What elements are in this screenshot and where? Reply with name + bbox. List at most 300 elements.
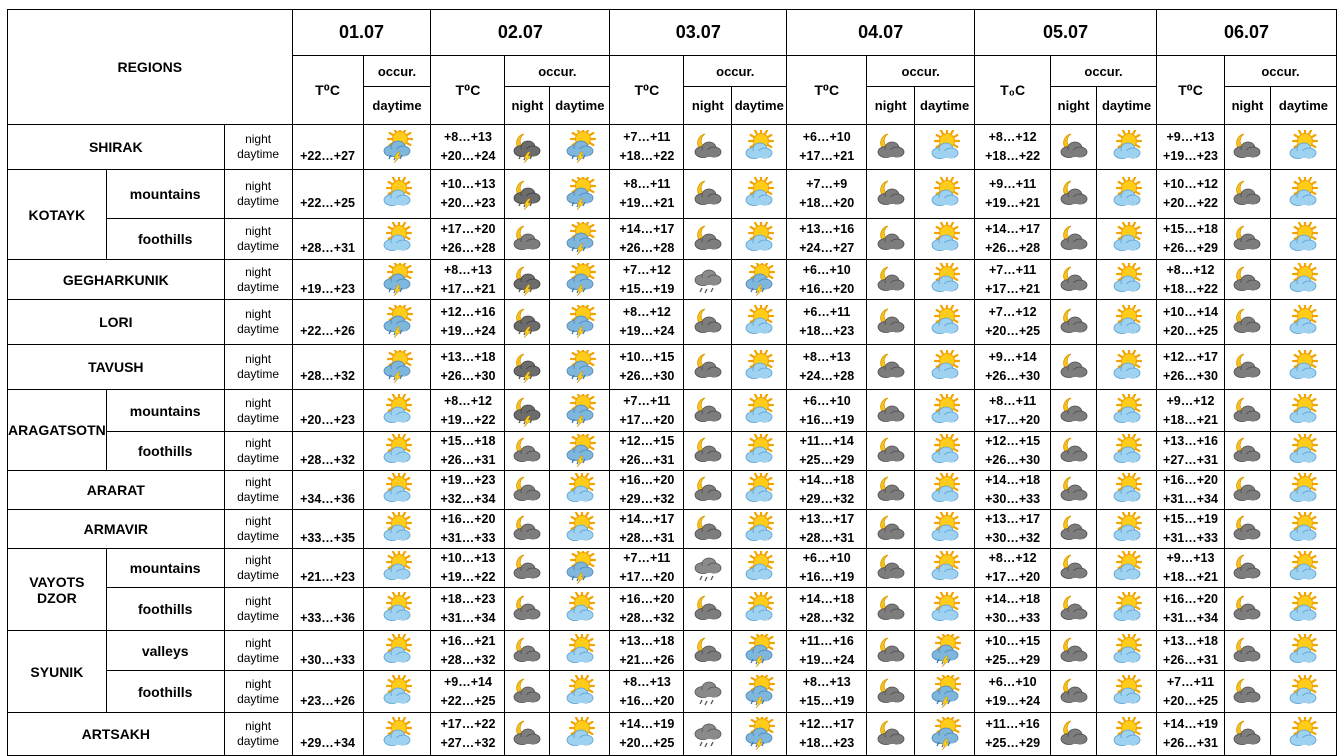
daytime-temperature: +31…+34 [1163,492,1218,506]
night-temperature: +10…+13 [440,177,496,191]
thunderstorm-icon [564,222,596,256]
daytime-weather-cell [1097,300,1157,345]
daytime-weather-cell [915,549,975,588]
daytime-temperature: +20…+25 [1163,693,1218,708]
sun-cloud-icon [1111,434,1143,468]
thunderstorm-icon [381,263,413,297]
sun-cloud-icon [381,675,413,709]
daytime-weather-cell [1097,588,1157,631]
thunderstorm-icon [564,551,596,585]
daytime-temperature: +19…+22 [440,570,496,584]
daytime-header: daytime [732,87,787,125]
night-weather-cell [505,631,550,671]
temperature-range [431,713,505,756]
temperature-range [431,170,505,219]
daytime-weather-cell [732,300,787,345]
night-temperature: +12…+16 [440,305,496,319]
temperature-range [610,432,684,471]
weather-cell [363,260,431,300]
night-weather-cell [867,219,915,260]
night-temperature: +8…+13 [802,350,851,364]
night-weather-cell [1051,713,1097,756]
table-row [8,125,1337,170]
night-weather-cell [1051,170,1097,219]
night-weather-cell [505,471,550,510]
sun-cloud-icon [743,473,775,507]
daytime-weather-cell [915,713,975,756]
night-temperature: +8…+13 [802,674,851,689]
daytime-temperature: +19…+23 [1163,149,1218,163]
night-weather-cell [505,345,550,390]
night-weather-cell [1224,390,1270,432]
night-weather-cell [505,219,550,260]
sun-cloud-icon [1111,177,1143,211]
temperature-range [610,671,684,713]
daytime-temperature: +25…+29 [799,453,855,467]
temperature-range [610,390,684,432]
daytime-weather-cell [550,125,610,170]
night-thunderstorm-icon [511,177,543,211]
temperature-range [787,170,867,219]
temperature-range [975,471,1051,510]
night-header: night [867,87,915,125]
daytime-temperature: +18…+23 [799,736,855,750]
night-temperature: +6…+11 [803,305,851,319]
temperature-day: +33…+35 [292,510,363,549]
temperature-range [431,549,505,588]
daytime-temperature: +19…+22 [440,412,496,427]
period-labels [224,471,292,510]
moon-cloud-icon [511,592,543,626]
night-label: night [245,436,272,450]
sun-cloud-icon [381,717,413,751]
night-weather-cell [1051,390,1097,432]
temperature-range [610,588,684,631]
daytime-temperature: +30…+32 [985,531,1041,545]
night-weather-cell [505,549,550,588]
daytime-temperature: +20…+25 [985,324,1041,338]
night-temperature: +16…+20 [1163,473,1218,487]
table-row [8,631,1337,671]
daytime-temperature: +17…+20 [619,570,675,584]
night-temperature: +14…+17 [619,512,675,526]
night-weather-cell [867,671,915,713]
daytime-header: daytime [915,87,975,125]
table-row [8,671,1337,713]
night-weather-cell [684,510,732,549]
daytime-header: daytime [1097,87,1157,125]
temperature-range [431,471,505,510]
daytime-label: daytime [237,322,280,336]
night-temperature: +11…+16 [985,717,1040,731]
daytime-temperature: +20…+22 [1163,196,1218,210]
daytime-temperature: +16…+19 [799,570,855,584]
temperature-range [1157,588,1225,631]
date-header-5: 05.07 [975,10,1157,56]
daytime-weather-cell [915,260,975,300]
night-weather-cell [684,125,732,170]
temperature-range [787,471,867,510]
daytime-temperature: +28…+32 [799,611,855,625]
night-temperature: +7…+9 [806,177,848,191]
moon-cloud-icon [1231,717,1263,751]
thunderstorm-icon [564,394,596,428]
daytime-label: daytime [237,147,280,161]
moon-cloud-icon [1231,305,1263,339]
night-thunderstorm-icon [511,263,543,297]
daytime-weather-cell [915,300,975,345]
daytime-weather-cell [550,631,610,671]
rain-cloud-icon [692,551,724,585]
night-weather-cell [1224,219,1270,260]
daytime-temperature: +31…+33 [1163,531,1218,545]
night-header: night [505,87,550,125]
sun-cloud-icon [929,592,961,626]
daytime-label: daytime [237,568,280,582]
night-weather-cell [1051,432,1097,471]
night-temperature: +12…+15 [619,434,675,448]
night-weather-cell [1051,671,1097,713]
daytime-temperature: +26…+28 [440,241,496,255]
subregion-name: foothills [106,219,224,260]
daytime-temperature: +26…+29 [1163,241,1218,255]
subregion-name: foothills [106,671,224,713]
moon-cloud-icon [692,473,724,507]
night-weather-cell [1051,300,1097,345]
sun-cloud-icon [564,717,596,751]
daytime-temperature: +27…+31 [1163,453,1218,467]
night-temperature: +18…+23 [440,592,496,606]
moon-cloud-icon [1058,675,1090,709]
sun-cloud-icon [1287,675,1319,709]
night-temperature: +7…+11 [988,262,1037,277]
temperature-range [787,549,867,588]
temperature-day: +20…+23 [292,390,363,432]
night-temperature: +14…+18 [985,473,1041,487]
daytime-weather-cell [732,631,787,671]
temperature-range [787,631,867,671]
temperature-range [610,300,684,345]
daytime-weather-cell [1270,671,1336,713]
moon-cloud-icon [1058,394,1090,428]
night-thunderstorm-icon [511,394,543,428]
daytime-weather-cell [550,432,610,471]
period-labels [224,390,292,432]
night-weather-cell [1224,471,1270,510]
night-temperature: +8…+12 [443,393,492,408]
temperature-range [431,671,505,713]
daytime-temperature: +26…+30 [985,453,1041,467]
temperature-range [610,260,684,300]
night-label: night [245,514,272,528]
daytime-weather-cell [915,631,975,671]
sun-cloud-icon [743,434,775,468]
daytime-temperature: +29…+32 [799,492,855,506]
daytime-temperature: +26…+30 [440,369,496,383]
temperature-range [975,588,1051,631]
temperature-range [787,671,867,713]
daytime-weather-cell [550,588,610,631]
thunderstorm-icon [564,434,596,468]
sun-cloud-icon [381,592,413,626]
moon-cloud-icon [1058,551,1090,585]
night-temperature: +6…+10 [802,262,851,277]
temperature-range [1157,219,1225,260]
daytime-temperature: +16…+20 [619,693,675,708]
temperature-range [1157,549,1225,588]
night-temperature: +15…+18 [1163,222,1218,236]
sun-cloud-icon [564,592,596,626]
daytime-weather-cell [550,471,610,510]
night-label: night [245,395,272,410]
temperature-range [431,432,505,471]
moon-cloud-icon [1231,263,1263,297]
night-weather-cell [867,300,915,345]
daytime-weather-cell [1270,471,1336,510]
daytime-weather-cell [1270,260,1336,300]
temperature-range [975,300,1051,345]
date-header-1: 01.07 [292,10,431,56]
moon-cloud-icon [875,222,907,256]
sun-cloud-icon [1111,263,1143,297]
night-temperature: +8…+13 [622,674,671,689]
sun-cloud-icon [381,512,413,546]
subregion-name: mountains [106,170,224,219]
night-weather-cell [505,713,550,756]
moon-cloud-icon [875,473,907,507]
daytime-weather-cell [732,432,787,471]
temperature-range [975,432,1051,471]
night-weather-cell [684,260,732,300]
temperature-range [610,125,684,170]
night-weather-cell [867,260,915,300]
sun-cloud-icon [381,222,413,256]
daytime-label: daytime [237,650,280,665]
night-temperature: +14…+18 [985,592,1041,606]
night-weather-cell [505,170,550,219]
period-labels [224,631,292,671]
weather-cell [363,219,431,260]
temperature-range [975,713,1051,756]
daytime-temperature: +26…+31 [1163,652,1218,667]
daytime-temperature: +16…+20 [799,281,855,296]
daytime-label: daytime [237,529,280,543]
night-label: night [245,676,272,691]
weather-cell [363,471,431,510]
night-weather-cell [684,345,732,390]
temperature-day: +28…+32 [292,432,363,471]
period-labels [224,432,292,471]
period-labels [224,549,292,588]
sun-cloud-icon [1111,634,1143,668]
daytime-weather-cell [1270,300,1336,345]
night-weather-cell [1051,549,1097,588]
daytime-temperature: +25…+29 [985,652,1041,667]
occur-header: occur. [684,56,787,87]
sun-cloud-icon [564,675,596,709]
regions-header: REGIONS [8,10,293,125]
daytime-weather-cell [732,471,787,510]
night-weather-cell [684,631,732,671]
daytime-weather-cell [550,300,610,345]
daytime-weather-cell [550,345,610,390]
thunderstorm-icon [381,350,413,384]
daytime-temperature: +15…+19 [799,693,855,708]
daytime-temperature: +17…+21 [985,281,1041,296]
region-name: ARARAT [8,471,225,510]
date-header-4: 04.07 [787,10,975,56]
night-weather-cell [1224,510,1270,549]
forecast-table [7,9,1337,756]
moon-cloud-icon [875,394,907,428]
temperature-range [1157,125,1225,170]
night-temperature: +8…+13 [443,130,492,144]
sun-cloud-icon [743,222,775,256]
moon-cloud-icon [511,222,543,256]
night-weather-cell [1224,588,1270,631]
night-temperature: +8…+11 [623,177,671,191]
moon-cloud-icon [1231,473,1263,507]
period-labels [224,588,292,631]
night-temperature: +6…+10 [802,551,851,565]
daytime-weather-cell [550,549,610,588]
daytime-header: daytime [363,87,431,125]
region-name: TAVUSH [8,345,225,390]
night-temperature: +13…+18 [619,633,675,648]
daytime-temperature: +18…+22 [619,149,675,163]
night-temperature: +7…+11 [623,130,671,144]
occur-header: occur. [505,56,610,87]
night-weather-cell [867,390,915,432]
temp-header: T⁰C [431,56,505,125]
night-header: night [684,87,732,125]
night-temperature: +11…+14 [799,434,854,448]
night-weather-cell [1051,588,1097,631]
night-weather-cell [684,170,732,219]
night-weather-cell [867,631,915,671]
moon-cloud-icon [875,675,907,709]
region-name: SHIRAK [8,125,225,170]
sun-cloud-icon [743,305,775,339]
night-weather-cell [1224,432,1270,471]
night-temperature: +14…+17 [619,222,675,236]
night-weather-cell [1051,260,1097,300]
period-labels [224,170,292,219]
daytime-weather-cell [915,345,975,390]
table-row [8,588,1337,631]
temperature-range [975,219,1051,260]
period-labels [224,671,292,713]
moon-cloud-icon [1058,717,1090,751]
daytime-temperature: +19…+21 [619,196,675,210]
sun-cloud-icon [381,177,413,211]
moon-cloud-icon [1058,305,1090,339]
night-temperature: +10…+15 [619,350,675,364]
temperature-range [975,125,1051,170]
temperature-range [787,219,867,260]
sun-cloud-icon [929,512,961,546]
moon-cloud-icon [511,551,543,585]
night-temperature: +8…+12 [988,551,1037,565]
sun-cloud-icon [1111,551,1143,585]
temperature-range [1157,390,1225,432]
subregion-name: valleys [106,631,224,671]
temperature-range [1157,631,1225,671]
moon-cloud-icon [1231,394,1263,428]
table-row [8,471,1337,510]
daytime-temperature: +19…+21 [985,196,1041,210]
night-weather-cell [1224,671,1270,713]
night-temperature: +9…+13 [1166,130,1215,144]
sun-cloud-icon [929,434,961,468]
sun-cloud-icon [1287,350,1319,384]
daytime-weather-cell [550,671,610,713]
night-weather-cell [867,510,915,549]
moon-cloud-icon [1058,592,1090,626]
night-temperature: +14…+19 [1163,717,1218,731]
temperature-range [431,510,505,549]
sun-cloud-icon [743,512,775,546]
night-temperature: +13…+16 [799,222,855,236]
daytime-temperature: +26…+28 [985,241,1041,255]
daytime-weather-cell [732,219,787,260]
moon-cloud-icon [1058,130,1090,164]
temperature-range [975,170,1051,219]
daytime-weather-cell [1270,390,1336,432]
night-weather-cell [684,671,732,713]
sun-cloud-icon [1111,130,1143,164]
region-name: LORI [8,300,225,345]
sun-cloud-icon [743,592,775,626]
night-weather-cell [867,432,915,471]
night-temperature: +8…+12 [1166,262,1215,277]
daytime-weather-cell [1097,631,1157,671]
forecast-body [8,125,1337,756]
weather-cell [363,671,431,713]
daytime-label: daytime [237,410,280,425]
temperature-range [431,390,505,432]
daytime-weather-cell [1270,588,1336,631]
daytime-temperature: +29…+32 [619,492,675,506]
moon-cloud-icon [692,130,724,164]
weather-cell [363,588,431,631]
thunderstorm-icon [564,177,596,211]
night-temperature: +13…+16 [1163,434,1218,448]
daytime-weather-cell [732,125,787,170]
night-weather-cell [684,300,732,345]
daytime-temperature: +26…+31 [619,453,675,467]
sun-cloud-icon [929,305,961,339]
night-weather-cell [1224,631,1270,671]
daytime-weather-cell [1097,219,1157,260]
night-temperature: +6…+10 [802,393,851,408]
night-temperature: +13…+17 [799,512,855,526]
region-name: ARAGATSOTN [8,390,107,471]
night-temperature: +15…+19 [1163,512,1218,526]
daytime-weather-cell [1270,219,1336,260]
period-labels [224,345,292,390]
sun-cloud-icon [929,263,961,297]
moon-cloud-icon [875,305,907,339]
region-name: KOTAYK [8,170,107,260]
daytime-temperature: +15…+19 [619,281,675,296]
temperature-range [610,471,684,510]
daytime-weather-cell [732,170,787,219]
table-row [8,390,1337,432]
daytime-weather-cell [732,671,787,713]
subregion-name: mountains [106,549,224,588]
moon-cloud-icon [875,717,907,751]
